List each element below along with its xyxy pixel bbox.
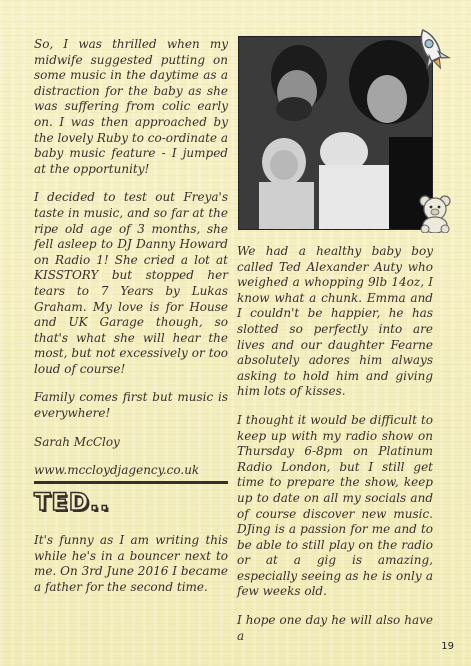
- page-number: 19: [441, 641, 454, 652]
- left-column: [34, 37, 228, 492]
- right-paragraph-1: We had a healthy baby boy called Ted Alexander Auty who weighed a whopping 9lb 14oz, I know what a chunk. Emma and I couldn't be happier, he has slotted so perfectly into are lives and our daughter Fearne absolutely adores him always asking to hold him and giving him lots of kisses.: [237, 244, 433, 399]
- signature-name: Sarah McCloy: [34, 434, 120, 449]
- section-heading: TED..: [34, 488, 110, 516]
- left-paragraph-2: I decided to test out Freya's taste in music, and so far at the ripe old age of 3 months, she fell asleep to DJ Danny Howard on Radio 1! She cried a lot at KISSTORY but stopped her tears to 7 Years by Lukas Graham. My love is for House and UK Garage though, so that's what she will hear the most, but not excessively or too loud of course!: [34, 190, 228, 376]
- family-photo: [238, 36, 433, 230]
- rocket-icon: [413, 26, 451, 74]
- family-photo-illustration: [239, 37, 432, 229]
- section-divider: [34, 481, 228, 484]
- section-intro: It's funny as I am writing this while he's in a bouncer next to me. On 3rd June 2016 I became a father for the second time.: [34, 533, 228, 594]
- left-paragraph-3: Family comes first but music is everywhere!: [34, 390, 228, 421]
- right-column: [237, 244, 433, 657]
- teddy-bear-icon: [415, 193, 455, 233]
- left-paragraph-1: So, I was thrilled when my midwife suggested putting on some music in the daytime as a distraction for the baby as she was suffering from colic early on. I was then approached by the lovely Ruby to co-ordinate a baby music feature - I jumped at the opportunity!: [34, 37, 228, 176]
- right-paragraph-2: I thought it would be difficult to keep up with my radio show on Thursday 6-8pm on Platinum Radio London, but I still get time to prepare the show, keep up to date on all my socials and of course discover new music. DJing is a passion for me and to be able to still play on the radio or at a gig is amazing, especially seeing as he is only a few weeks old.: [237, 412, 433, 599]
- signature-url[interactable]: www.mccloydjagency.co.uk: [34, 463, 200, 478]
- right-paragraph-3: I hope one day he will also have a: [237, 613, 433, 643]
